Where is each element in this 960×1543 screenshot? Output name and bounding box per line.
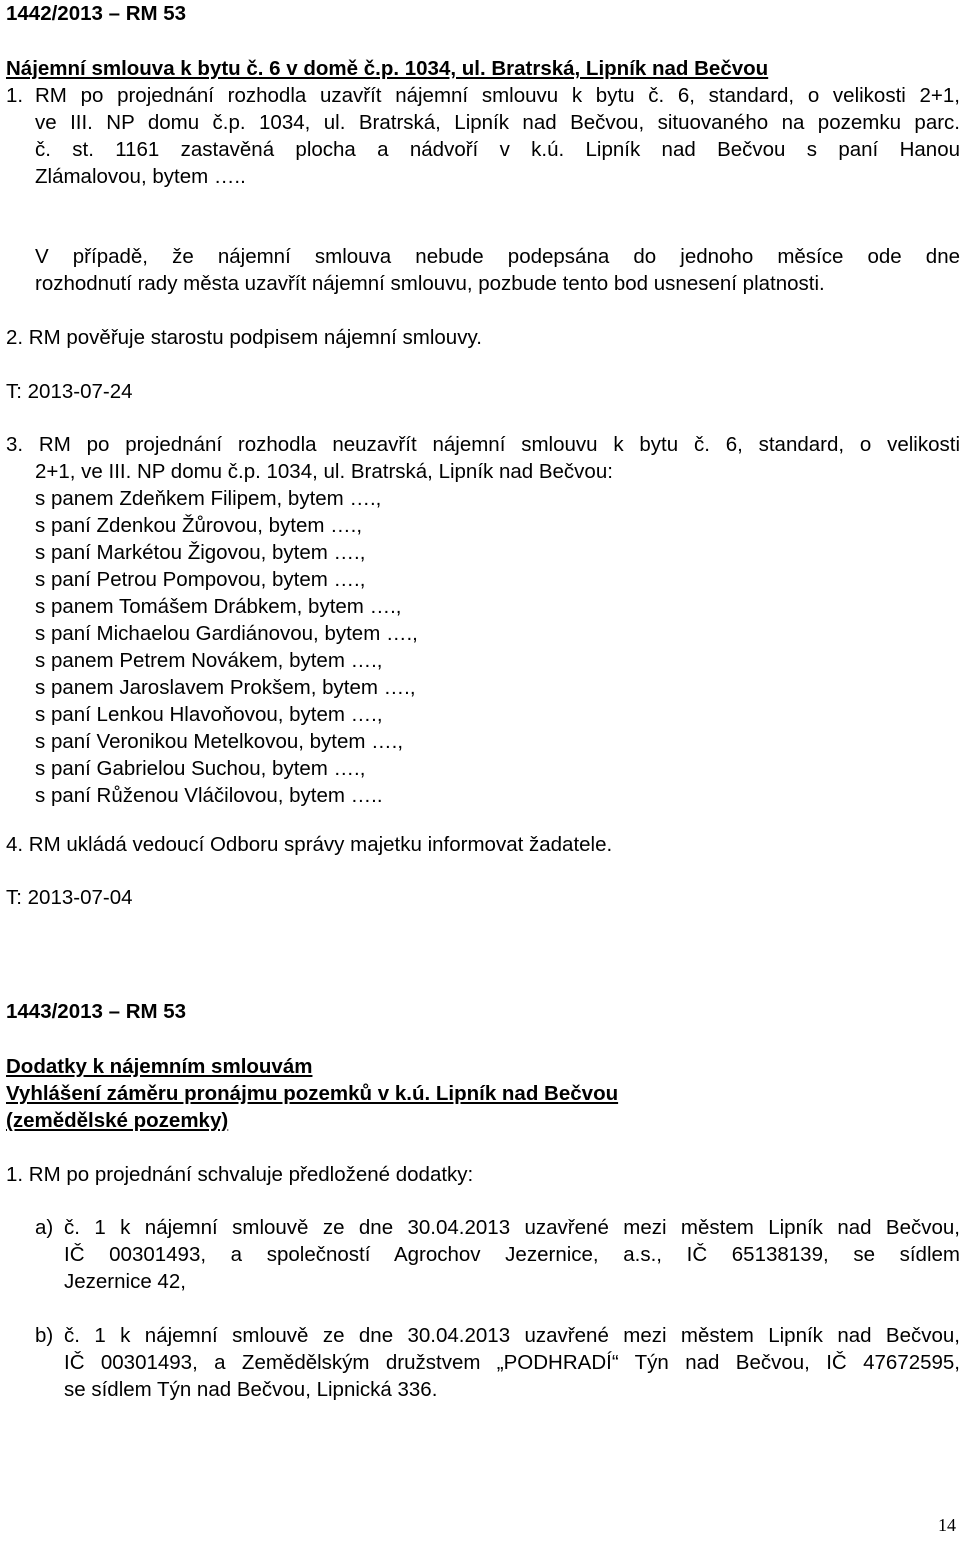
resolution-heading-1442: 1442/2013 – RM 53 [6,2,187,25]
list-item: s paní Michaelou Gardiánovou, bytem …., [35,622,418,645]
paragraph-line: IČ 00301493, a společností Agrochov Jezernice, a.s., IČ 65138139, se sídlem [64,1243,960,1266]
paragraph-line: 2+1, ve III. NP domu č.p. 1034, ul. Bratrská, Lipník nad Bečvou: [35,460,613,483]
paragraph-4: 4. RM ukládá vedoucí Odboru správy majetku informovat žadatele. [6,833,613,856]
list-item: s paní Zdenkou Žůrovou, bytem …., [35,514,363,537]
paragraph-line: ve III. NP domu č.p. 1034, ul. Bratrská, Lipník nad Bečvou, situovaného na pozemku parc. [35,111,960,134]
item-a-label: a) [35,1216,54,1239]
list-item: s paní Lenkou Hlavoňovou, bytem …., [35,703,383,726]
title-line: Vyhlášení záměru pronájmu pozemků v k.ú. Lipník nad Bečvou [6,1082,619,1105]
term-date: T: 2013-07-04 [6,886,133,909]
list-item: s panem Petrem Novákem, bytem …., [35,649,383,672]
paragraph-line: IČ 00301493, a Zemědělským družstvem „PODHRADÍ“ Týn nad Bečvou, IČ 47672595, [64,1351,960,1374]
paragraph-2: 2. RM pověřuje starostu podpisem nájemní smlouvy. [6,326,482,349]
paragraph-line: V případě, že nájemní smlouva nebude podepsána do jednoho měsíce ode dne [35,245,960,268]
item-a [64,1214,960,1295]
resolution-heading-1443: 1443/2013 – RM 53 [6,1000,187,1023]
list-item: s paní Petrou Pompovou, bytem …., [35,568,366,591]
resolution-title-1442: Nájemní smlouva k bytu č. 6 v domě č.p. 1034, ul. Bratrská, Lipník nad Bečvou [6,57,769,80]
list-item: s panem Tomášem Drábkem, bytem …., [35,595,402,618]
list-item: s panem Jaroslavem Prokšem, bytem …., [35,676,416,699]
paragraph-line: 3. RM po projednání rozhodla neuzavřít nájemní smlouvu k bytu č. 6, standard, o velikosti [6,433,960,456]
paragraph-line: RM po projednání rozhodla uzavřít nájemní smlouvu k bytu č. 6, standard, o velikosti 2+1, [35,84,960,107]
paragraph-line: rozhodnutí rady města uzavřít nájemní smlouvu, pozbude tento bod usnesení platnosti. [35,272,825,295]
paragraph-1-condition [35,243,960,297]
paragraph-line: Jezernice 42, [64,1270,186,1293]
paragraph-1 [35,82,960,190]
title-line: Dodatky k nájemním smlouvám [6,1055,313,1078]
person-list [35,485,418,809]
resolution-title-1443 [6,1053,618,1134]
item-b [64,1322,960,1403]
list-item: s paní Markétou Žigovou, bytem …., [35,541,366,564]
list-item: s paní Veronikou Metelkovou, bytem …., [35,730,404,753]
page-number: 14 [938,1515,956,1535]
paragraph-line: č. 1 k nájemní smlouvě ze dne 30.04.2013 uzavřené mezi městem Lipník nad Bečvou, [64,1324,960,1347]
title-line: (zemědělské pozemky) [6,1109,229,1132]
term-date: T: 2013-07-24 [6,380,133,403]
list-item: s paní Gabrielou Suchou, bytem …., [35,757,366,780]
paragraph-line: č. st. 1161 zastavěná plocha a nádvoří v k.ú. Lipník nad Bečvou s paní Hanou [35,138,960,161]
paragraph-1: 1. RM po projednání schvaluje předložené dodatky: [6,1163,474,1186]
paragraph-line: č. 1 k nájemní smlouvě ze dne 30.04.2013 uzavřené mezi městem Lipník nad Bečvou, [64,1216,960,1239]
paragraph-3 [6,431,960,485]
paragraph-line: se sídlem Týn nad Bečvou, Lipnická 336. [64,1378,438,1401]
item-number: 1. [6,84,24,107]
paragraph-line: Zlámalovou, bytem ….. [35,165,246,188]
list-item: s paní Růženou Vláčilovou, bytem ….. [35,784,383,807]
list-item: s panem Zdeňkem Filipem, bytem …., [35,487,382,510]
item-b-label: b) [35,1324,54,1347]
